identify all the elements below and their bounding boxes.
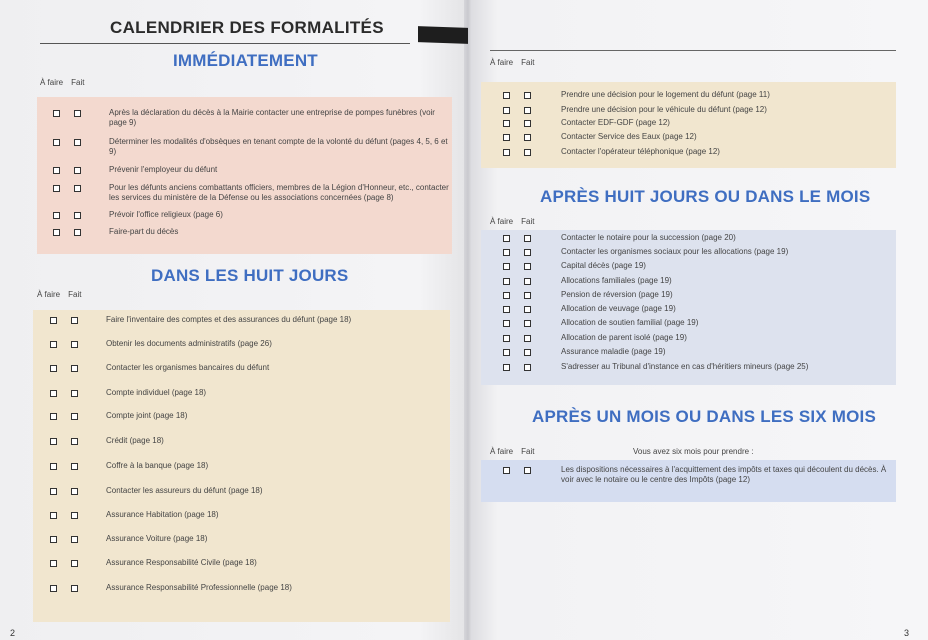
- col-a-faire: À faire: [490, 447, 514, 456]
- a-faire-checkbox[interactable]: [503, 467, 510, 474]
- fait-checkbox[interactable]: [71, 560, 78, 567]
- section-title-six-mois: APRÈS UN MOIS OU DANS LES SIX MOIS: [532, 407, 877, 426]
- column-headers: [490, 447, 542, 456]
- checklist-item-text: Pour les défunts anciens combattants officiers, membres de la Légion d'Honneur, etc., contacter les services du ministère de la Défense ou les associations concernées (page 8): [109, 183, 449, 202]
- checklist-item-text: Assurance maladie (page 19): [561, 347, 666, 356]
- fait-checkbox[interactable]: [524, 335, 531, 342]
- checklist-item-text: Après la déclaration du décès à la Mairie contacter une entreprise de pompes funèbres (voir page 9): [109, 108, 435, 127]
- fait-checkbox[interactable]: [71, 536, 78, 543]
- checklist-item-text: Obtenir les documents administratifs (page 26): [106, 339, 272, 348]
- section-title-huit-jours: DANS LES HUIT JOURS: [151, 266, 349, 285]
- a-faire-checkbox[interactable]: [50, 512, 57, 519]
- fait-checkbox[interactable]: [524, 92, 531, 99]
- a-faire-checkbox[interactable]: [50, 585, 57, 592]
- page-number-left: 2: [10, 628, 16, 638]
- column-headers: [40, 78, 92, 87]
- a-faire-checkbox[interactable]: [53, 185, 60, 192]
- col-a-faire: À faire: [40, 78, 64, 87]
- col-fait: Fait: [521, 447, 535, 456]
- checklist-item-text: Contacter Service des Eaux (page 12): [561, 132, 697, 141]
- col-a-faire: À faire: [490, 58, 514, 67]
- checklist-item-text: Allocation de parent isolé (page 19): [561, 333, 687, 342]
- a-faire-checkbox[interactable]: [503, 149, 510, 156]
- fait-checkbox[interactable]: [71, 341, 78, 348]
- checklist-item-text: Contacter l'opérateur téléphonique (page 12): [561, 147, 720, 156]
- a-faire-checkbox[interactable]: [50, 463, 57, 470]
- a-faire-checkbox[interactable]: [503, 278, 510, 285]
- title-rule: [40, 43, 410, 44]
- checklist-item-text: Prendre une décision pour le véhicule du défunt (page 12): [561, 105, 767, 114]
- checklist-item-text: Capital décès (page 19): [561, 261, 646, 270]
- checklist-item-text: Assurance Responsabilité Professionnelle (page 18): [106, 583, 292, 592]
- checklist-item-text: Faire-part du décès: [109, 227, 179, 236]
- checklist-item-text: Assurance Voiture (page 18): [106, 534, 208, 543]
- fait-checkbox[interactable]: [524, 263, 531, 270]
- header-rule-right: [490, 50, 896, 51]
- checklist-item-text: Contacter les organismes sociaux pour les allocations (page 19): [561, 247, 789, 256]
- fait-checkbox[interactable]: [74, 167, 81, 174]
- fait-checkbox[interactable]: [524, 134, 531, 141]
- six-mois-note: Vous avez six mois pour prendre :: [633, 447, 754, 456]
- checklist-item-text: Contacter les assureurs du défunt (page 18): [106, 486, 263, 495]
- a-faire-checkbox[interactable]: [503, 134, 510, 141]
- checklist-item-text: Assurance Responsabilité Civile (page 18): [106, 558, 257, 567]
- fait-checkbox[interactable]: [71, 488, 78, 495]
- a-faire-checkbox[interactable]: [50, 390, 57, 397]
- checklist-item-text: Contacter le notaire pour la succession (page 20): [561, 233, 736, 242]
- a-faire-checkbox[interactable]: [503, 335, 510, 342]
- a-faire-checkbox[interactable]: [53, 229, 60, 236]
- a-faire-checkbox[interactable]: [50, 560, 57, 567]
- a-faire-checkbox[interactable]: [503, 349, 510, 356]
- col-fait: Fait: [68, 290, 82, 299]
- checklist-item-text: Compte joint (page 18): [106, 411, 188, 420]
- fait-checkbox[interactable]: [71, 365, 78, 372]
- checklist-item-text: Allocations familiales (page 19): [561, 276, 672, 285]
- fait-checkbox[interactable]: [74, 110, 81, 117]
- page-title: CALENDRIER DES FORMALITÉS: [110, 18, 384, 37]
- fait-checkbox[interactable]: [74, 139, 81, 146]
- section-title-immediatement: IMMÉDIATEMENT: [173, 51, 318, 70]
- checklist-item-text: S'adresser au Tribunal d'instance en cas d'héritiers mineurs (page 25): [561, 362, 809, 371]
- a-faire-checkbox[interactable]: [503, 263, 510, 270]
- a-faire-checkbox[interactable]: [503, 120, 510, 127]
- col-fait: Fait: [521, 58, 535, 67]
- checklist-item-text: Faire l'inventaire des comptes et des assurances du défunt (page 18): [106, 315, 352, 324]
- a-faire-checkbox[interactable]: [50, 438, 57, 445]
- a-faire-checkbox[interactable]: [50, 488, 57, 495]
- fait-checkbox[interactable]: [524, 249, 531, 256]
- a-faire-checkbox[interactable]: [50, 341, 57, 348]
- checklist-item-text: Allocation de veuvage (page 19): [561, 304, 676, 313]
- fait-checkbox[interactable]: [71, 585, 78, 592]
- a-faire-checkbox[interactable]: [503, 320, 510, 327]
- a-faire-checkbox[interactable]: [503, 107, 510, 114]
- fait-checkbox[interactable]: [71, 463, 78, 470]
- checklist-item-text: Crédit (page 18): [106, 436, 164, 445]
- fait-checkbox[interactable]: [524, 320, 531, 327]
- section-title-apres-huit: APRÈS HUIT JOURS OU DANS LE MOIS: [540, 187, 871, 206]
- a-faire-checkbox[interactable]: [503, 364, 510, 371]
- column-headers: [490, 58, 542, 67]
- fait-checkbox[interactable]: [524, 107, 531, 114]
- fait-checkbox[interactable]: [524, 278, 531, 285]
- column-headers: [490, 217, 542, 226]
- fait-checkbox[interactable]: [524, 349, 531, 356]
- col-a-faire: À faire: [37, 290, 61, 299]
- checklist-item-text: Prévoir l'office religieux (page 6): [109, 210, 223, 219]
- column-headers: [37, 290, 89, 299]
- fait-checkbox[interactable]: [71, 317, 78, 324]
- checklist-item-text: Pension de réversion (page 19): [561, 290, 673, 299]
- a-faire-checkbox[interactable]: [53, 167, 60, 174]
- fait-checkbox[interactable]: [524, 235, 531, 242]
- black-tab: [418, 26, 468, 44]
- fait-checkbox[interactable]: [524, 120, 531, 127]
- fait-checkbox[interactable]: [524, 364, 531, 371]
- fait-checkbox[interactable]: [71, 512, 78, 519]
- fait-checkbox[interactable]: [74, 212, 81, 219]
- checklist-item-text: Assurance Habitation (page 18): [106, 510, 219, 519]
- fait-checkbox[interactable]: [524, 467, 531, 474]
- fait-checkbox[interactable]: [71, 438, 78, 445]
- fait-checkbox[interactable]: [74, 229, 81, 236]
- fait-checkbox[interactable]: [74, 185, 81, 192]
- a-faire-checkbox[interactable]: [503, 249, 510, 256]
- a-faire-checkbox[interactable]: [50, 536, 57, 543]
- checklist-item-text: Les dispositions nécessaires à l'acquittement des impôts et taxes qui découlent du décès. À voir avec le notaire ou le centre des Impôts (page 12): [561, 465, 887, 484]
- a-faire-checkbox[interactable]: [53, 212, 60, 219]
- a-faire-checkbox[interactable]: [53, 139, 60, 146]
- fait-checkbox[interactable]: [524, 306, 531, 313]
- fait-checkbox[interactable]: [71, 413, 78, 420]
- fait-checkbox[interactable]: [524, 292, 531, 299]
- checklist-item-text: Coffre à la banque (page 18): [106, 461, 209, 470]
- a-faire-checkbox[interactable]: [503, 306, 510, 313]
- a-faire-checkbox[interactable]: [50, 365, 57, 372]
- fait-checkbox[interactable]: [71, 390, 78, 397]
- a-faire-checkbox[interactable]: [53, 110, 60, 117]
- checklist-item-text: Prévenir l'employeur du défunt: [109, 165, 218, 174]
- col-fait: Fait: [71, 78, 85, 87]
- checklist-item-text: Déterminer les modalités d'obsèques en tenant compte de la volonté du défunt (pages 4, 5, 6 et 9): [109, 137, 448, 156]
- a-faire-checkbox[interactable]: [50, 413, 57, 420]
- a-faire-checkbox[interactable]: [503, 292, 510, 299]
- a-faire-checkbox[interactable]: [503, 92, 510, 99]
- book-gutter: [464, 0, 472, 640]
- checklist-item-text: Allocation de soutien familial (page 19): [561, 318, 699, 327]
- checklist-item-text: Contacter EDF-GDF (page 12): [561, 118, 670, 127]
- a-faire-checkbox[interactable]: [50, 317, 57, 324]
- col-fait: Fait: [521, 217, 535, 226]
- a-faire-checkbox[interactable]: [503, 235, 510, 242]
- fait-checkbox[interactable]: [524, 149, 531, 156]
- checklist-item-text: Contacter les organismes bancaires du défunt: [106, 363, 270, 372]
- checklist-item-text: Prendre une décision pour le logement du défunt (page 11): [561, 90, 770, 99]
- page-number-right: 3: [904, 628, 910, 638]
- col-a-faire: À faire: [490, 217, 514, 226]
- checklist-item-text: Compte individuel (page 18): [106, 388, 207, 397]
